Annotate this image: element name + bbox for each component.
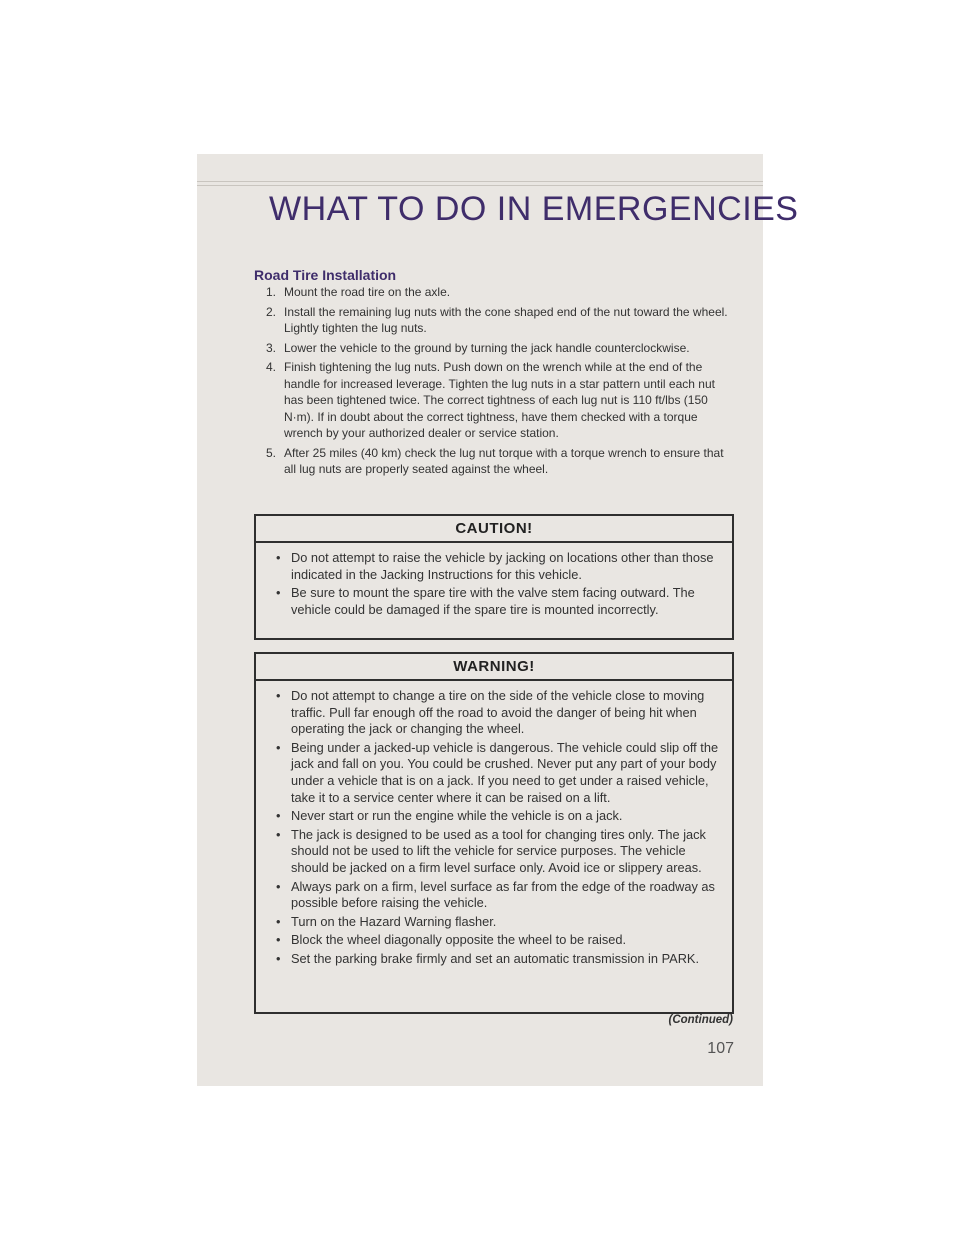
caution-item: • Do not attempt to raise the vehicle by jacking on locations other than those indicated in the Jacking Instructions for this vehicle. <box>274 550 722 583</box>
page-number: 107 <box>707 1040 734 1057</box>
warning-item: • Block the wheel diagonally opposite the wheel to be raised. <box>274 932 722 949</box>
warning-item: • Do not attempt to change a tire on the side of the vehicle close to moving traffic. Pull far enough off the road to avoid the danger of being hit when operating the jack or changing the wheel. <box>274 688 722 738</box>
warning-item: • Being under a jacked-up vehicle is dangerous. The vehicle could slip off the jack and fall on you. You could be crushed. Never put any part of your body under a vehicle that is on a jack. If you need to get under a raised vehicle, take it to a service center where it can be raised on a lift. <box>274 740 722 806</box>
step-item: 5. After 25 miles (40 km) check the lug nut torque with a torque wrench to ensure that all lug nuts are properly seated against the wheel. <box>266 445 724 476</box>
warning-item: • Turn on the Hazard Warning flasher. <box>274 914 722 931</box>
chapter-title: WHAT TO DO IN EMERGENCIES <box>269 190 799 228</box>
step-item: 3. Lower the vehicle to the ground by turning the jack handle counterclockwise. <box>266 340 690 355</box>
warning-title: WARNING! <box>256 654 732 681</box>
caution-box <box>254 514 734 640</box>
caution-list <box>256 543 732 627</box>
header-rule-secondary <box>197 185 763 186</box>
step-item: 1. Mount the road tire on the axle. <box>266 285 451 299</box>
warning-item: • Always park on a firm, level surface as far from the edge of the roadway as possible before raising the vehicle. <box>274 879 722 912</box>
warning-item: • Never start or run the engine while the vehicle is on a jack. <box>274 808 722 825</box>
manual-page <box>197 154 799 1086</box>
continued-note: (Continued) <box>668 1014 733 1026</box>
caution-item: • Be sure to mount the spare tire with the valve stem facing outward. The vehicle could be damaged if the spare tire is mounted incorrectly. <box>274 585 722 618</box>
section-heading: Road Tire Installation <box>254 267 397 283</box>
step-item: 4. Finish tightening the lug nuts. Push down on the wrench while at the end of the handle for increased leverage. Tighten the lug nuts in a star pattern until each nut has been tightened twice. The correct tightness of each lug nut is 110 ft/lbs (150 N·m). If in doubt about the correct tightness, have them checked with a torque wrench by your authorized dealer or service station. <box>266 360 715 440</box>
header-rule <box>197 181 763 182</box>
warning-item: • Set the parking brake firmly and set an automatic transmission in PARK. <box>274 951 722 968</box>
warning-item: • The jack is designed to be used as a tool for changing tires only. The jack should not be used to lift the vehicle for service purposes. The vehicle should be jacked on a firm level surface only. Avoid ice or slippery areas. <box>274 827 722 877</box>
warning-box <box>254 652 734 1014</box>
step-item: 2. Install the remaining lug nuts with the cone shaped end of the nut toward the wheel. Lightly tighten the lug nuts. <box>266 304 728 335</box>
caution-title: CAUTION! <box>256 516 732 543</box>
installation-steps <box>254 284 736 481</box>
warning-list <box>256 681 732 977</box>
